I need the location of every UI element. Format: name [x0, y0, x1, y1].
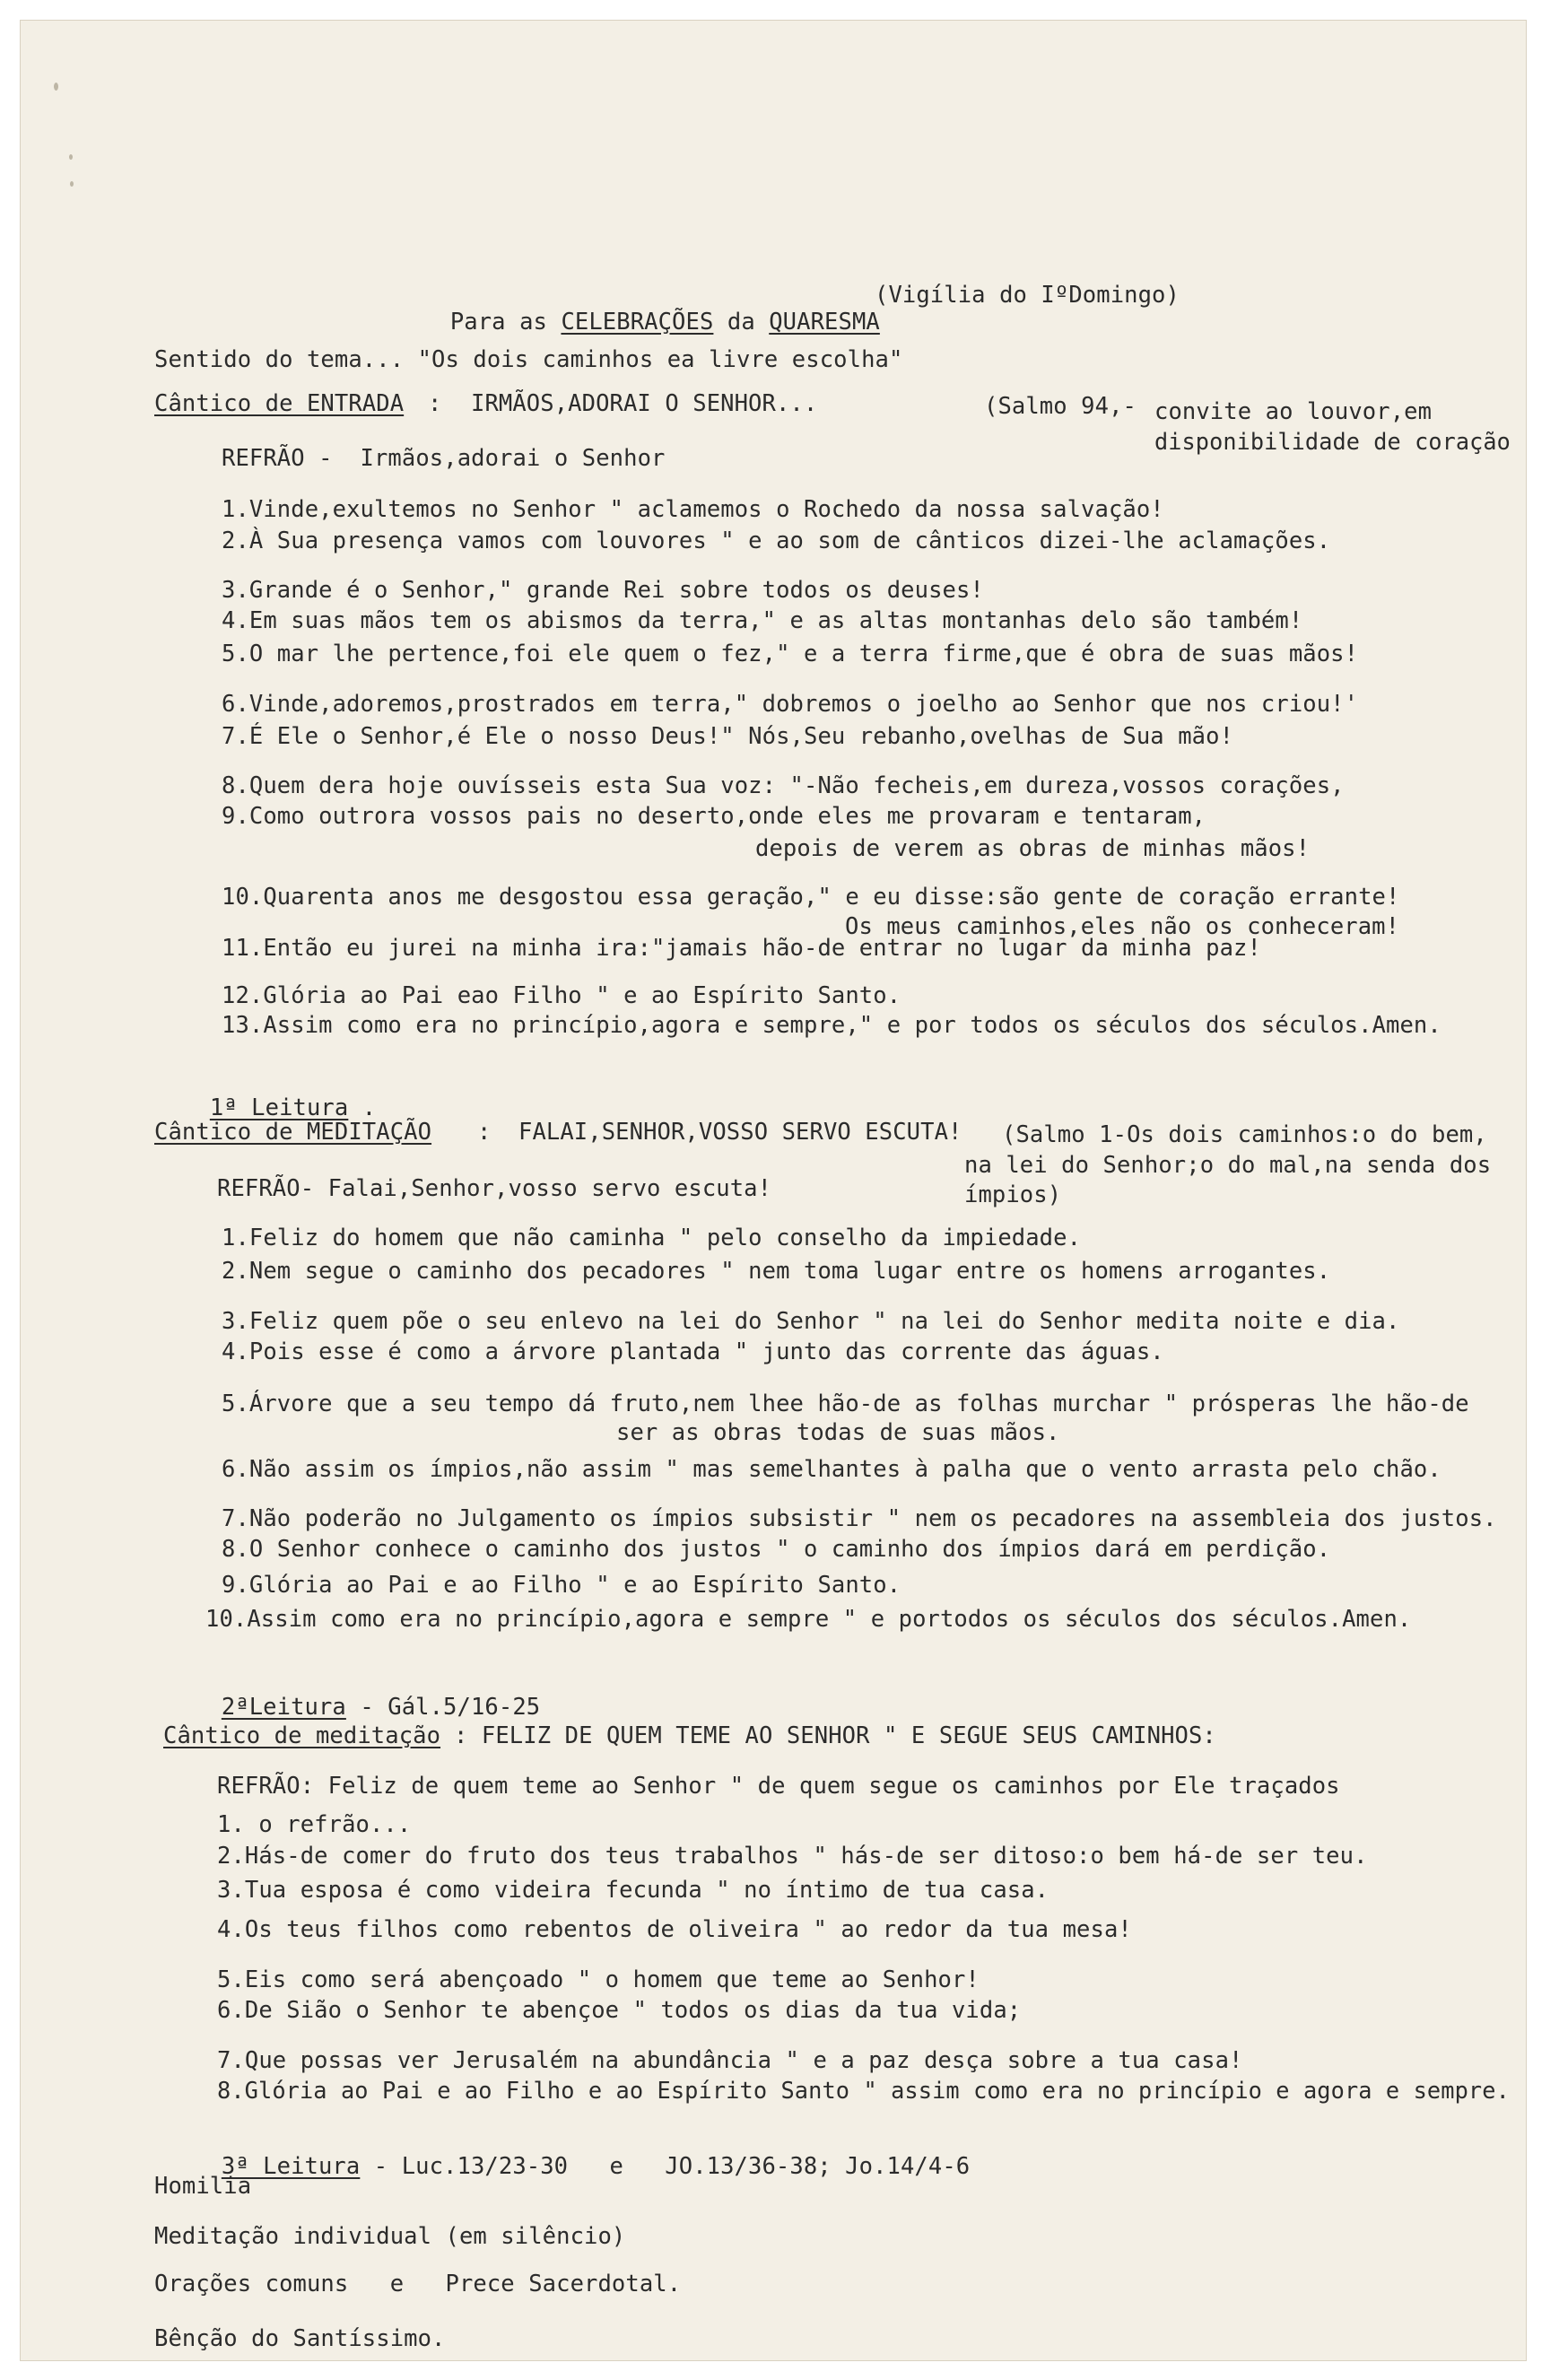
- s1-verse: 9.Como outrora vossos pais no deserto,onde eles me provaram e tentaram,: [222, 803, 1206, 830]
- closing-meditacao: Meditação individual (em silêncio): [154, 2223, 626, 2250]
- title-celebracoes: CELEBRAÇÕES: [561, 309, 714, 336]
- s1-verse: 4.Em suas mãos tem os abismos da terra," e as altas montanhas delo são também!: [222, 607, 1303, 634]
- s1-heading: Cântico de ENTRADA: [154, 390, 405, 417]
- s1-verse: 7.É Ele o Senhor,é Ele o nosso Deus!" Nós,Seu rebanho,ovelhas de Sua mão!: [222, 723, 1234, 750]
- s2-verse: 8.O Senhor conhece o caminho dos justos " o caminho dos ímpios dará em perdição.: [222, 1536, 1331, 1563]
- s1-salmo: (Salmo 94,-: [984, 393, 1137, 420]
- s1-verse: depois de verem as obras de minhas mãos!: [755, 835, 1311, 862]
- s1-refrao: REFRÃO - Irmãos,adorai o Senhor: [222, 445, 666, 472]
- title-da: da: [713, 309, 770, 336]
- s2-title: FALAI,SENHOR,VOSSO SERVO ESCUTA!: [518, 1119, 962, 1146]
- s1-title: IRMÃOS,ADORAI O SENHOR...: [471, 390, 818, 417]
- s3-verse: 7.Que possas ver Jerusalém na abundância " e a paz desça sobre a tua casa!: [217, 2047, 1243, 2074]
- leitura-2-ref: - Gál.5/16-25: [345, 1694, 541, 1721]
- s2-note-1: (Salmo 1-Os dois caminhos:o do bem,: [1002, 1121, 1487, 1148]
- leitura-3: [166, 2126, 970, 2207]
- closing-bencao: Bênção do Santíssimo.: [154, 2325, 446, 2352]
- s3-verse: 2.Hás-de comer do fruto dos teus trabalhos " hás-de ser ditoso:o bem há-de ser teu.: [217, 1843, 1368, 1870]
- s3-verse: 8.Glória ao Pai e ao Filho e ao Espírito Santo " assim como era no princípio e agora e sempre.: [217, 2078, 1510, 2105]
- sentido-line: Sentido do tema... "Os dois caminhos ea livre escolha": [154, 346, 903, 373]
- s2-verse: 2.Nem segue o caminho dos pecadores " nem toma lugar entre os homens arrogantes.: [222, 1258, 1331, 1285]
- leitura-1-label: 1ª Leitura: [209, 1094, 349, 1121]
- s3-title: : FELIZ DE QUEM TEME AO SENHOR " E SEGUE SEUS CAMINHOS:: [454, 1722, 1216, 1749]
- s1-verse: 5.O mar lhe pertence,foi ele quem o fez," e a terra firme,que é obra de suas mãos!: [222, 641, 1359, 667]
- s3-verse: 5.Eis como será abençoado " o homem que teme ao Senhor!: [217, 1966, 980, 1993]
- s2-note-2: na lei do Senhor;o do mal,na senda dos: [964, 1152, 1492, 1179]
- s1-sep: :: [428, 390, 442, 417]
- s1-verse: Os meus caminhos,eles não os conheceram!: [845, 913, 1400, 940]
- s2-verse: 5.Árvore que a seu tempo dá fruto,nem lhee hão-de as folhas murchar " prósperas lhe hão-de: [222, 1391, 1469, 1417]
- paper-speck: [54, 83, 58, 91]
- closing-homilia: Homilia: [154, 2173, 252, 2200]
- paper-speck: [69, 154, 73, 160]
- s1-verse: 6.Vinde,adoremos,prostrados em terra," dobremos o joelho ao Senhor que nos criou!': [222, 691, 1359, 718]
- leitura-3-ref: - Luc.13/23-30 e JO.13/36-38; Jo.14/4-6: [360, 2153, 971, 2180]
- s2-verse: 7.Não poderão no Julgamento os ímpios subsistir " nem os pecadores na assembleia dos justos.: [222, 1505, 1497, 1532]
- closing-oracoes: Orações comuns e Prece Sacerdotal.: [154, 2271, 682, 2297]
- leitura-1-dot: .: [361, 1094, 377, 1121]
- s1-verse: 12.Glória ao Pai eao Filho " e ao Espírito Santo.: [222, 982, 901, 1009]
- typewritten-page: [20, 20, 1527, 2361]
- s2-verse: 1.Feliz do homem que não caminha " pelo conselho da impiedade.: [222, 1225, 1082, 1251]
- title-vigilia: (Vigília do IºDomingo): [875, 282, 1180, 309]
- s3-verse: 1. o refrão...: [217, 1811, 412, 1838]
- s3-verse: 3.Tua esposa é como videira fecunda " no íntimo de tua casa.: [217, 1877, 1049, 1904]
- s1-verse: 1.Vinde,exultemos no Senhor " aclamemos o Rochedo da nossa salvação!: [222, 496, 1164, 523]
- s1-verse: 3.Grande é o Senhor," grande Rei sobre todos os deuses!: [222, 577, 984, 604]
- s1-verse: 2.À Sua presença vamos com louvores " e ao som de cânticos dizei-lhe aclamações.: [222, 527, 1331, 554]
- s2-heading: Cântico de MEDITAÇÃO: [154, 1119, 432, 1146]
- s1-verse: 13.Assim como era no princípio,agora e sempre," e por todos os séculos dos séculos.Amen.: [222, 1012, 1441, 1039]
- s2-verse: 6.Não assim os ímpios,não assim " mas semelhantes à palha que o vento arrasta pelo chão.: [222, 1456, 1441, 1483]
- leitura-2-label: 2ªLeitura: [221, 1694, 346, 1721]
- s2-verse: 3.Feliz quem põe o seu enlevo na lei do Senhor " na lei do Senhor medita noite e dia.: [222, 1308, 1400, 1335]
- s2-verse: ser as obras todas de suas mãos.: [616, 1419, 1060, 1446]
- s1-note-2: disponibilidade de coração: [1154, 429, 1511, 456]
- s3-verse: 4.Os teus filhos como rebentos de oliveira " ao redor da tua mesa!: [217, 1916, 1132, 1943]
- paper-speck: [70, 181, 74, 187]
- s3-heading: Cântico de meditação: [163, 1722, 441, 1749]
- leitura-3-label: 3ª Leitura: [221, 2153, 361, 2180]
- s3-verse: 6.De Sião o Senhor te abençoe " todos os dias da tua vida;: [217, 1997, 1022, 2024]
- s2-refrao: REFRÃO- Falai,Senhor,vosso servo escuta!: [217, 1175, 772, 1202]
- s1-verse: 10.Quarenta anos me desgostou essa geração," e eu disse:são gente de coração errante!: [222, 884, 1400, 911]
- s1-verse: 11.Então eu jurei na minha ira:"jamais hão-de entrar no lugar da minha paz!: [222, 935, 1261, 962]
- s2-note-3: ímpios): [964, 1181, 1062, 1208]
- s1-verse: 8.Quem dera hoje ouvísseis esta Sua voz: "-Não fecheis,em dureza,vossos corações,: [222, 772, 1345, 799]
- s2-sep: :: [477, 1119, 492, 1146]
- s2-verse: 9.Glória ao Pai e ao Filho " e ao Espírito Santo.: [222, 1572, 901, 1599]
- s2-verse: 10.Assim como era no princípio,agora e sempre " e portodos os séculos dos séculos.Amen.: [205, 1606, 1412, 1633]
- s3-refrao: REFRÃO: Feliz de quem teme ao Senhor " de quem segue os caminhos por Ele traçados: [217, 1773, 1340, 1800]
- s2-verse: 4.Pois esse é como a árvore plantada " junto das corrente das águas.: [222, 1338, 1164, 1365]
- title-quaresma: QUARESMA: [769, 309, 880, 336]
- s1-note-1: convite ao louvor,em: [1154, 398, 1433, 425]
- title-prefix: Para as: [449, 309, 562, 336]
